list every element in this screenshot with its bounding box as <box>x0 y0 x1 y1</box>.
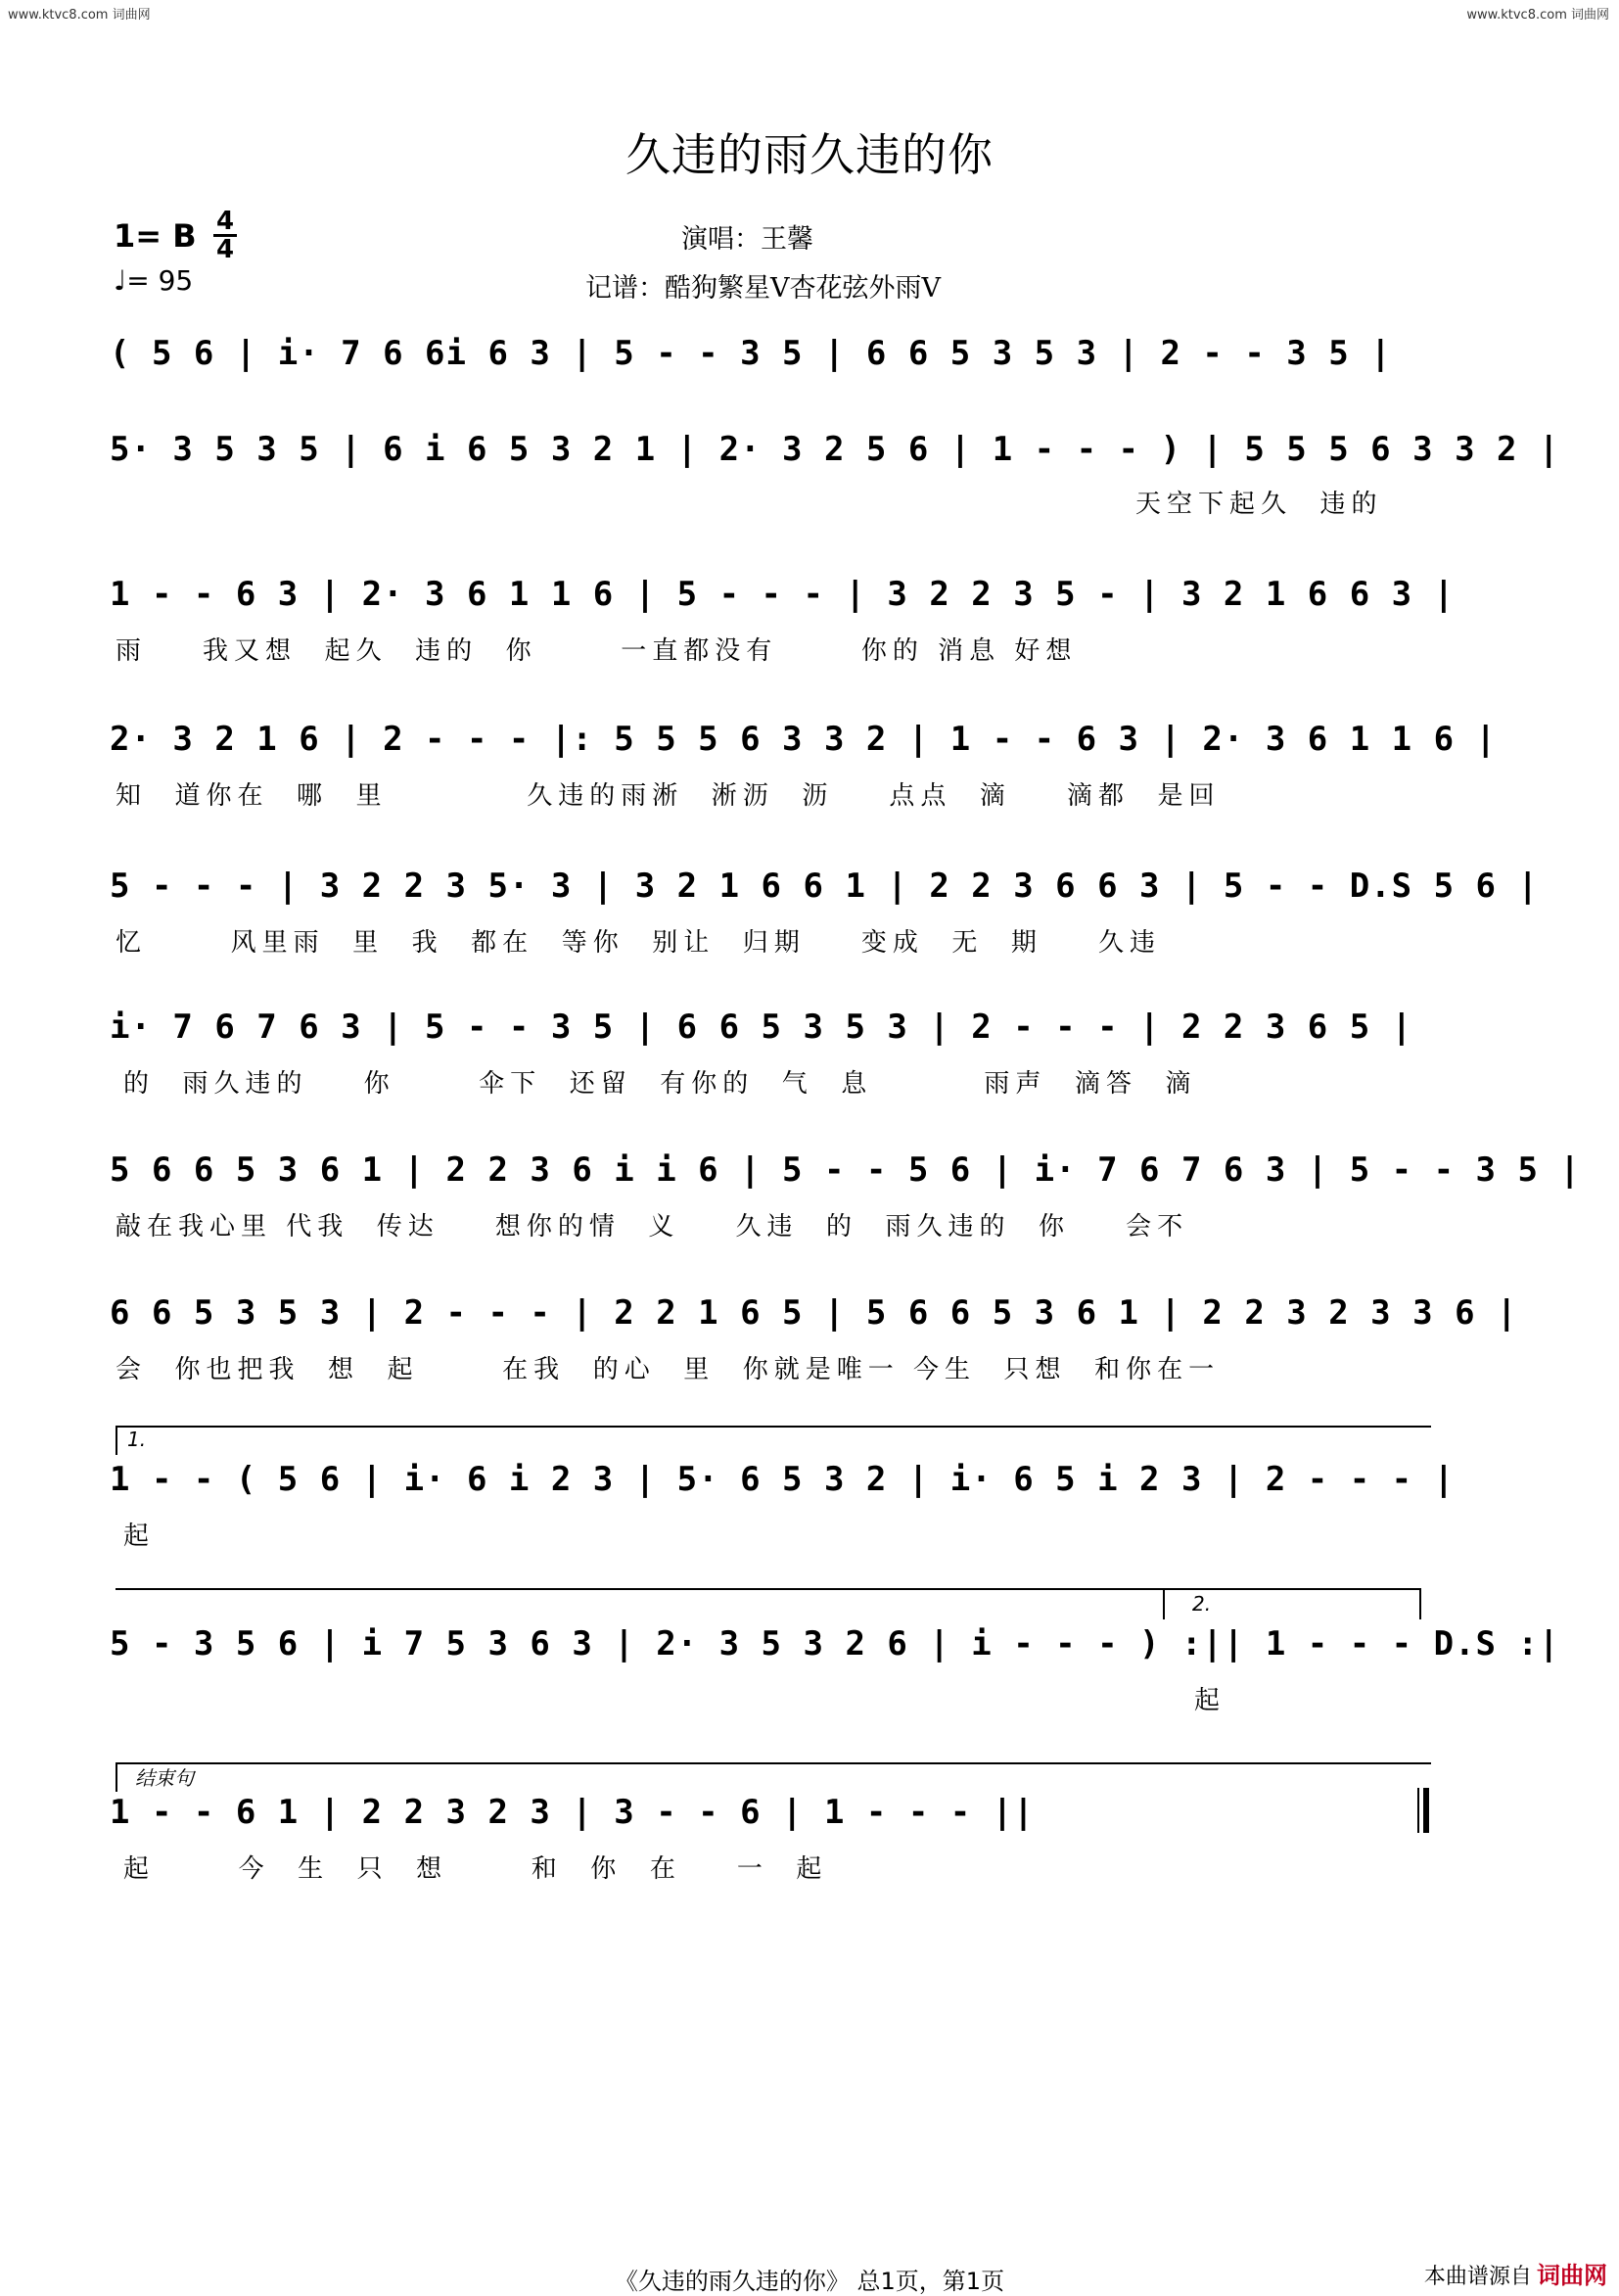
lyric-line: 天空下起久 违的 <box>1135 490 1383 519</box>
final-bar-thick <box>1423 1788 1429 1833</box>
volta-2-tick <box>1163 1588 1165 1619</box>
notation-line: ( 5 6 | i· 7 6 6i 6 3 | 5 - - 3 5 | 6 6 5 3 5 3 | 2 - - 3 5 | <box>110 334 1392 373</box>
staff-system-11 <box>110 1788 1431 1884</box>
lyric-line: 起 今 生 只 想 和 你 在 一 起 <box>123 1854 828 1884</box>
coda-bracket <box>116 1762 1431 1764</box>
time-signature <box>213 207 237 264</box>
watermark-right: www.ktvc8.com 词曲网 <box>1466 8 1609 23</box>
notation-line: 5 - - - | 3 2 2 3 5· 3 | 3 2 1 6 6 1 | 2 2 3 6 6 3 | 5 - - D.S 5 6 | <box>110 867 1539 906</box>
tempo-marking: ♩= 95 <box>114 264 194 297</box>
notation-line: 5· 3 5 3 5 | 6 i 6 5 3 2 1 | 2· 3 2 5 6 | 1 - - - ) | 5 5 5 6 3 3 2 | <box>110 430 1560 469</box>
staff-system-10 <box>110 1619 1560 1715</box>
notation-line: i· 7 6 7 6 3 | 5 - - 3 5 | 6 6 5 3 5 3 | 2 - - - | 2 2 3 6 5 | <box>110 1007 1413 1047</box>
score-title: 久违的雨久违的你 <box>625 128 994 181</box>
lyric-line: 起 <box>1194 1686 1226 1715</box>
staff-system-7 <box>110 1146 1581 1242</box>
source-label: 本曲谱源自 <box>1423 2265 1532 2289</box>
page-footer: 《久违的雨久违的你》 总1页，第1页 <box>614 2268 1005 2295</box>
lyric-line: 忆 风里雨 里 我 都在 等你 别让 归期 变成 无 期 久违 <box>116 928 1161 958</box>
notation-line: 1 - - ( 5 6 | i· 6 i 2 3 | 5· 6 5 3 2 | i· 6 5 i 2 3 | 2 - - - | <box>110 1460 1456 1499</box>
time-sig-top: 4 <box>215 207 235 236</box>
transcriber-credit: 记谱：酷狗繁星V杏花弦外雨V <box>585 273 941 304</box>
key-signature: 1= B <box>114 217 197 255</box>
notation-line: 5 6 6 5 3 6 1 | 2 2 3 6 i i 6 | 5 - - 5 6 | i· 7 6 7 6 3 | 5 - - 3 5 | <box>110 1150 1581 1190</box>
staff-system-9 <box>110 1455 1456 1551</box>
lyric-line: 的 雨久违的 你 伞下 还留 有你的 气 息 雨声 滴答 滴 <box>123 1069 1197 1099</box>
notation-line: 2· 3 2 1 6 | 2 - - - |: 5 5 5 6 3 3 2 | 1 - - 6 3 | 2· 3 6 1 1 6 | <box>110 720 1498 759</box>
final-bar-thin <box>1417 1788 1419 1833</box>
volta-2-tick-end <box>1419 1588 1421 1619</box>
source-credit <box>1424 2256 1607 2290</box>
coda-label: 结束句 <box>135 1766 194 1790</box>
lyric-line: 会 你也把我 想 起 在我 的心 里 你就是唯一 今生 只想 和你在一 <box>116 1355 1221 1384</box>
volta-1-tick <box>116 1426 117 1455</box>
staff-system-6 <box>110 1003 1431 1099</box>
time-sig-bottom: 4 <box>215 235 235 264</box>
watermark-left: www.ktvc8.com 词曲网 <box>8 8 151 23</box>
volta-1-label: 1. <box>127 1428 147 1451</box>
lyric-line: 知 道你在 哪 里 久违的雨淅 淅沥 沥 点点 滴 滴都 是回 <box>116 781 1221 811</box>
lyric-line: 雨 我又想 起久 违的 你 一直都没有 你的 消息 好想 <box>116 636 1078 666</box>
staff-system-2 <box>110 425 1560 519</box>
notation-line: 6 6 5 3 5 3 | 2 - - - | 2 2 1 6 5 | 5 6 6 5 3 6 1 | 2 2 3 2 3 3 6 | <box>110 1293 1518 1333</box>
staff-system-3 <box>110 570 1456 666</box>
notation-line: 5 - 3 5 6 | i 7 5 3 6 3 | 2· 3 5 3 2 6 | i - - - ) :|| 1 - - - D.S :| <box>110 1624 1560 1663</box>
notation-line: 1 - - 6 1 | 2 2 3 2 3 | 3 - - 6 | 1 - - - || <box>110 1793 1035 1832</box>
staff-system-5 <box>110 862 1539 958</box>
lyric-line: 敲在我心里 代我 传达 想你的情 义 久违 的 雨久违的 你 会不 <box>116 1212 1189 1242</box>
volta-2-bracket <box>1163 1588 1419 1590</box>
source-brand[interactable]: 词曲网 <box>1537 2262 1607 2289</box>
notation-line: 1 - - 6 3 | 2· 3 6 1 1 6 | 5 - - - | 3 2 2 3 5 - | 3 2 1 6 6 3 | <box>110 575 1456 614</box>
staff-system-8 <box>110 1289 1518 1384</box>
singer-credit: 演唱：王馨 <box>681 224 813 255</box>
volta-1-bracket <box>116 1426 1431 1428</box>
lyric-line: 起 <box>123 1522 156 1551</box>
volta-2-label: 2. <box>1192 1592 1212 1616</box>
staff-system-1 <box>110 329 1431 384</box>
staff-system-4 <box>110 715 1498 811</box>
volta-1-continuation <box>116 1588 1167 1590</box>
